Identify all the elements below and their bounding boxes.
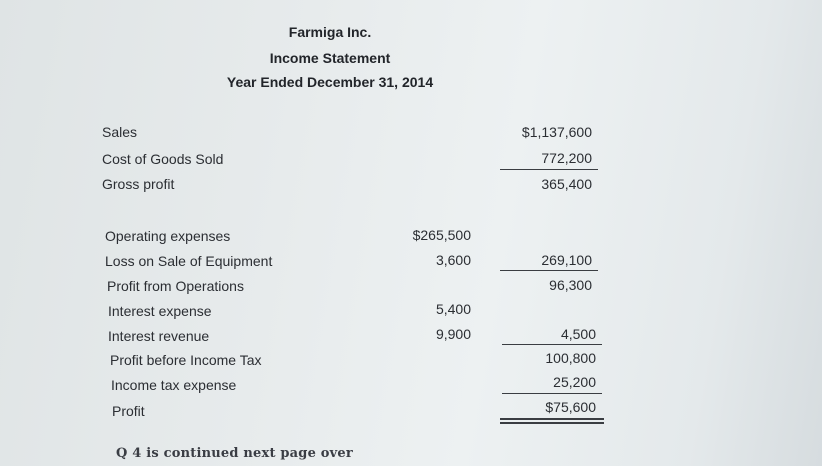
continued-note: Q 4 is continued next page over	[116, 446, 353, 461]
cogs-label: Cost of Goods Sold	[102, 151, 224, 167]
company-name: Farmiga Inc.	[288, 24, 372, 40]
gross-profit-amount: 365,400	[541, 176, 592, 192]
total-operating-expenses: 269,100	[541, 252, 592, 268]
operating-expenses-underline	[500, 270, 598, 271]
profit-label: Profit	[112, 403, 145, 419]
cogs-underline	[500, 169, 598, 170]
statement-period: Year Ended December 31, 2014	[226, 74, 434, 90]
cogs-amount: 772,200	[541, 150, 592, 166]
income-tax-expense-label: Income tax expense	[111, 377, 237, 393]
profit-double-underline-bottom	[500, 422, 604, 424]
profit-double-underline-top	[500, 418, 604, 420]
operating-expenses-amount: $265,500	[412, 227, 471, 243]
interest-revenue-amount: 9,900	[435, 326, 471, 342]
sales-amount: $1,137,600	[521, 124, 592, 140]
profit-before-tax-amount: 100,800	[545, 350, 596, 366]
profit-from-operations-amount: 96,300	[549, 277, 592, 293]
net-interest-amount: 4,500	[560, 326, 596, 342]
interest-expense-label: Interest expense	[108, 303, 212, 319]
profit-from-operations-label: Profit from Operations	[107, 278, 244, 294]
interest-underline	[502, 344, 602, 345]
interest-revenue-label: Interest revenue	[108, 328, 210, 344]
loss-on-sale-amount: 3,600	[435, 252, 471, 268]
gross-profit-label: Gross profit	[102, 176, 175, 192]
tax-underline	[502, 393, 602, 394]
interest-expense-amount: 5,400	[435, 301, 471, 317]
sales-label: Sales	[102, 124, 138, 140]
loss-on-sale-label: Loss on Sale of Equipment	[105, 253, 273, 269]
profit-amount: $75,600	[545, 399, 596, 415]
income-tax-expense-amount: 25,200	[553, 374, 596, 390]
profit-before-tax-label: Profit before Income Tax	[110, 352, 262, 368]
operating-expenses-label: Operating expenses	[105, 228, 231, 244]
statement-title: Income Statement	[269, 50, 391, 66]
